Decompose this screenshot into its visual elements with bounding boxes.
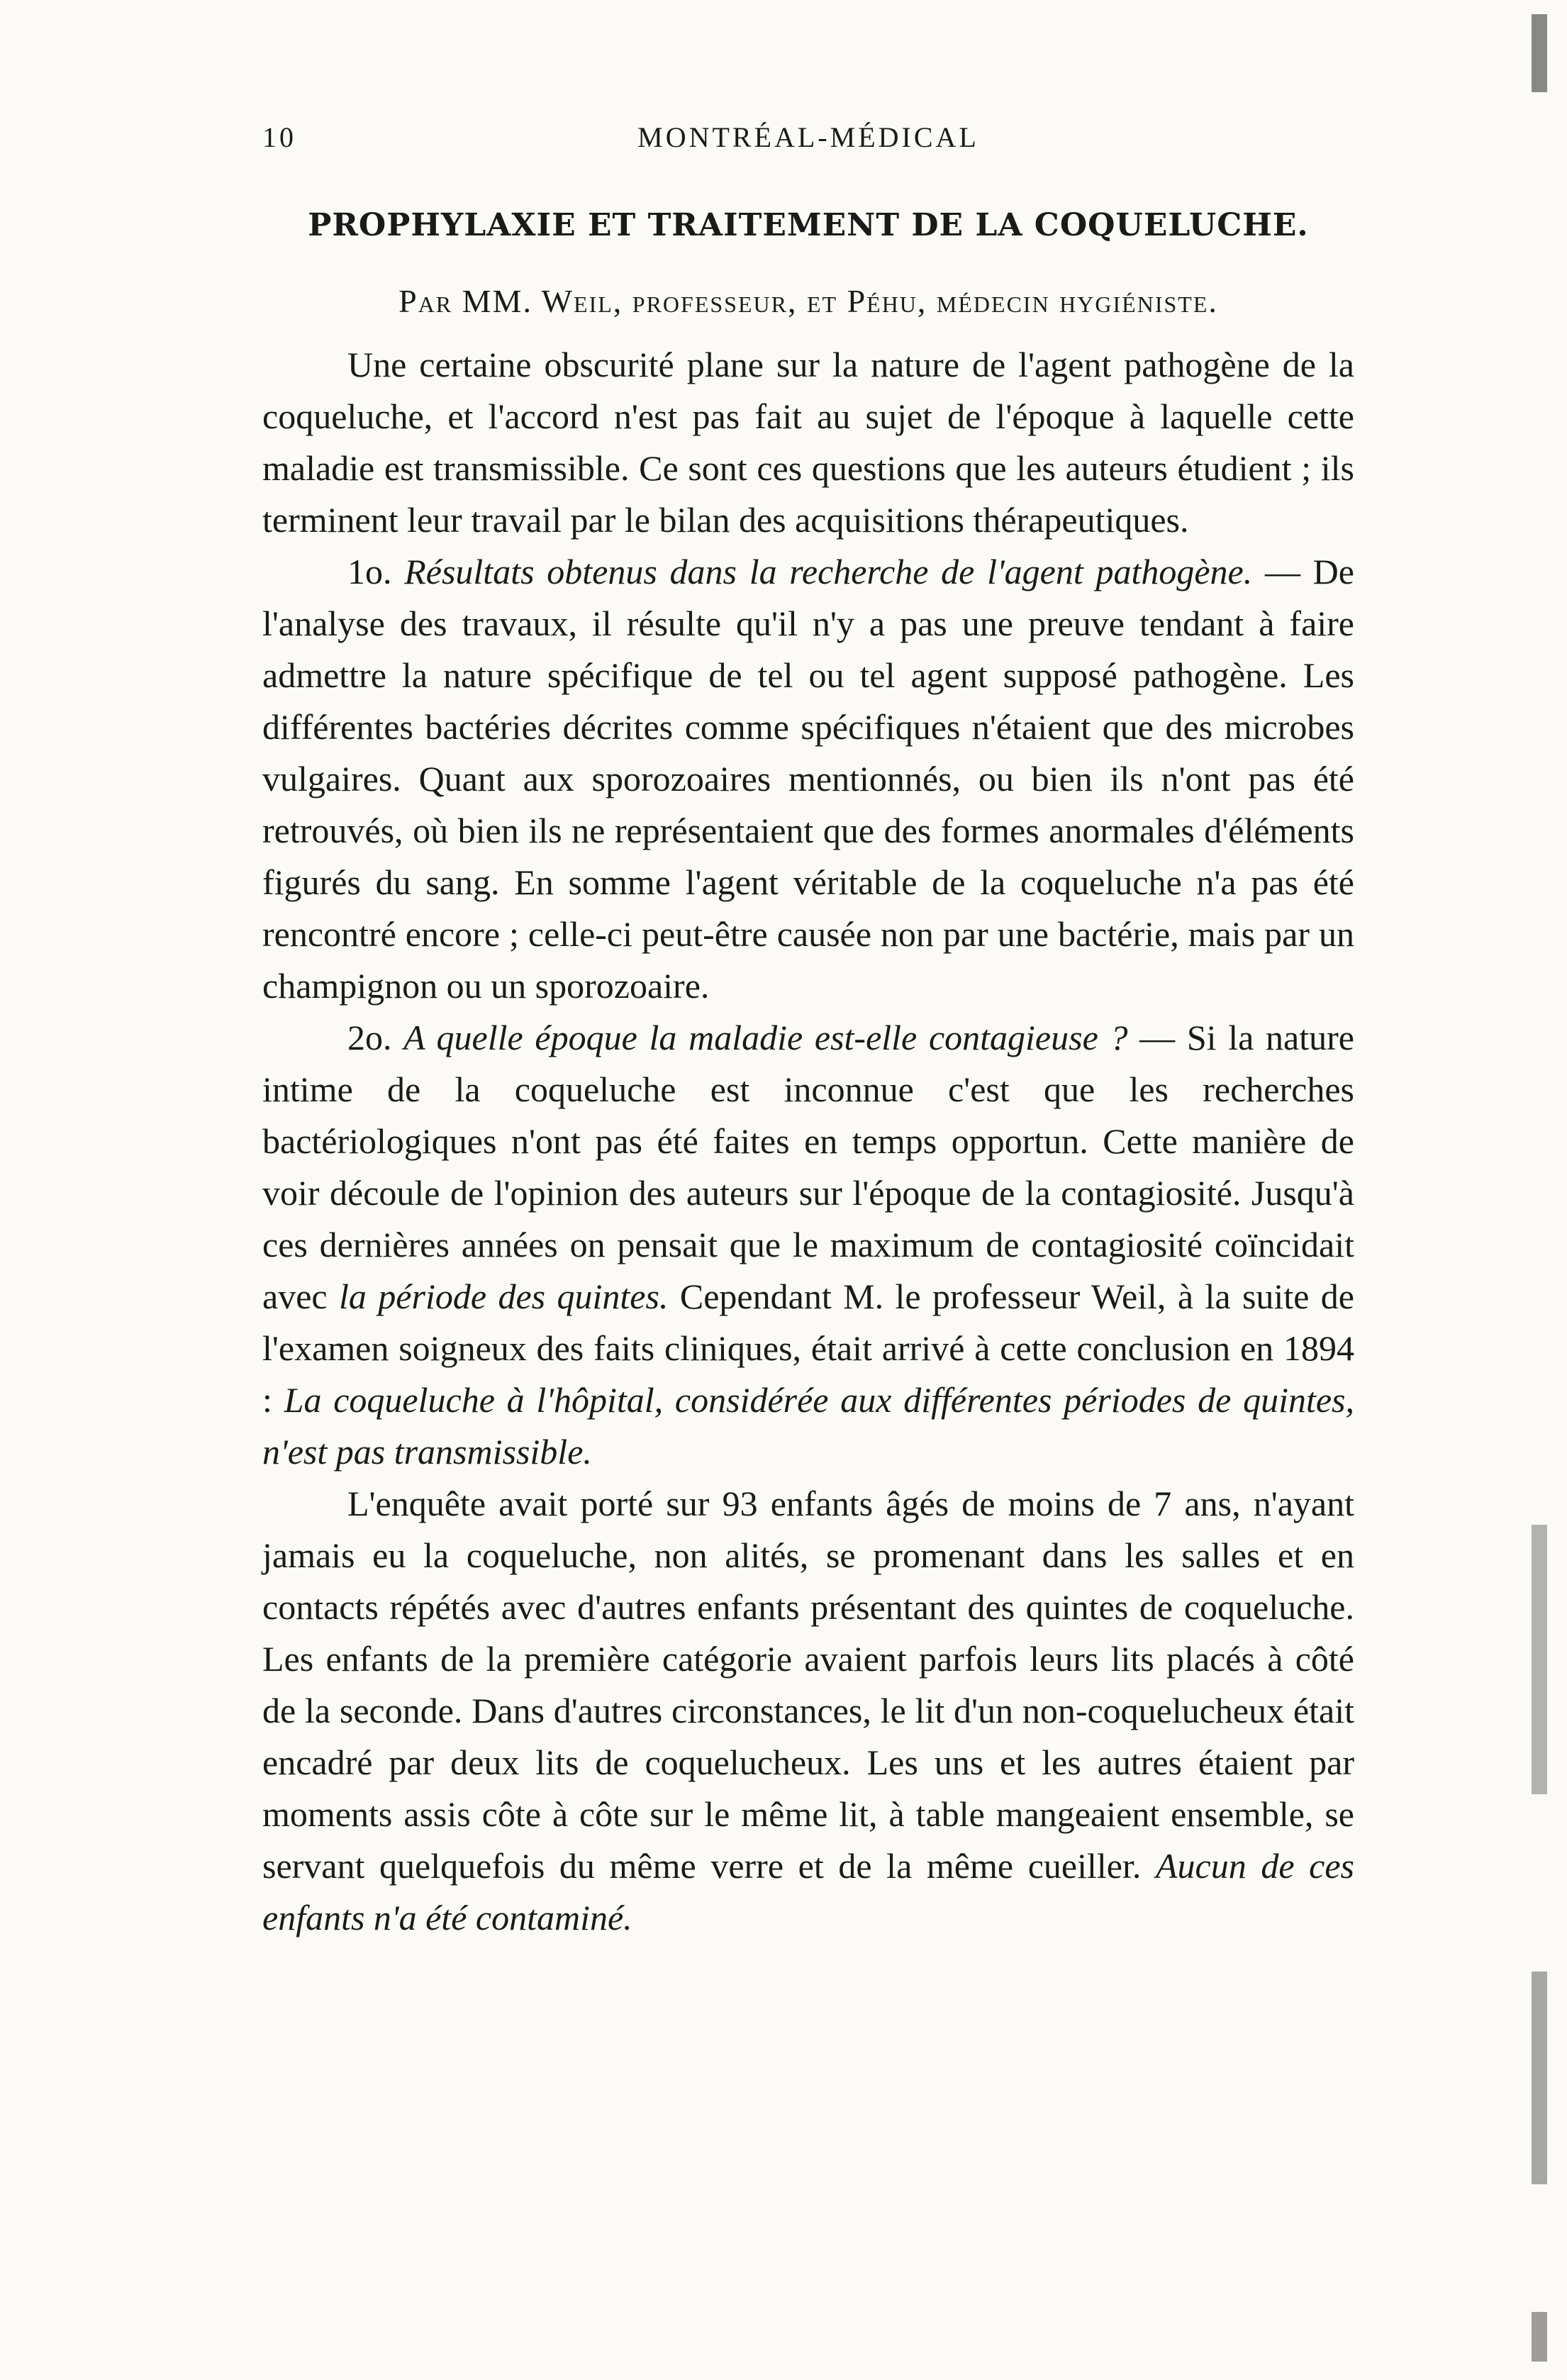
section-1-text: — De l'analyse des travaux, il résulte qu'il n'y a pas une preuve tendant à faire admettre la nature spécifique de tel ou tel agent supposé pathogène. Les différentes bactéries décrites comme spécifiques n'étaient que des microbes vulgaires. Quant aux sporozoaires mentionnés, ou bien ils n'ont pas été retrouvés, où bien ils ne représentaient que des formes anormales d'éléments figurés du sang. En somme l'agent véritable de la coqueluche n'a pas été rencontré encore ; celle-ci peut-être causée non par une bactérie, mais par un champignon ou un sporozoaire. <box>262 552 1354 1006</box>
section-1-heading: Résultats obtenus dans la recherche de l'agent pathogène. <box>404 552 1253 591</box>
section-1-number: 1o. <box>347 552 392 591</box>
enquete-text: L'enquête avait porté sur 93 enfants âgés de moins de 7 ans, n'ayant jamais eu la coqueluche, non alités, se promenant dans les salles et en contacts répétés avec d'autres enfants présentant des quintes de coqueluche. Les enfants de la première catégorie avaient parfois leurs lits placés à côté de la seconde. Dans d'autres circonstances, le lit d'un non-coquelucheux était encadré par deux lits de coquelucheux. Les uns et les autres étaient par moments assis côte à côte sur le même lit, à table mangeaient ensemble, se servant quelquefois du même verre et de la même cueiller. <box>262 1484 1354 1886</box>
journal-title: MONTRÉAL-MÉDICAL <box>637 121 979 153</box>
section-2-italic-d: La coqueluche à l'hôpital, considérée aux différentes périodes de quintes, n'est pas transmissible. <box>262 1380 1354 1472</box>
section-2-text-c: Cependant M. le professeur Weil, à la suite de l'examen soigneux des faits cliniques, était arrivé à cette conclusion en 1894 : <box>262 1277 1355 1420</box>
article-byline: Par MM. Weil, professeur, et Péhu, médecin hygiéniste. <box>398 283 1218 319</box>
scan-smudge <box>1532 1972 1547 2184</box>
section-2-heading: A quelle époque la maladie est-elle contagieuse ? <box>403 1018 1128 1057</box>
scan-smudge <box>1532 1525 1547 1794</box>
section-2-text-a: — Si la nature intime de la coqueluche est inconnue c'est que les recherches bactériologiques n'ont pas été faites en temps opportun. Cette manière de voir découle de l'opinion des auteurs sur l'époque de la contagiosité. Jusqu'à ces dernières années on pensait que le maximum de contagiosité coïncidait avec <box>262 1018 1354 1316</box>
paragraph-section-1 <box>262 546 1354 1012</box>
scan-smudge <box>1532 2312 1547 2362</box>
paragraph-enquete <box>262 1478 1354 1944</box>
scan-smudge <box>1532 14 1547 92</box>
scan-margin-artifacts <box>1510 0 1567 2380</box>
section-2-italic-b: la période des quintes. <box>339 1277 669 1316</box>
article-body <box>262 339 1354 1944</box>
paragraph-intro <box>262 339 1354 546</box>
paragraph-section-2 <box>262 1012 1354 1478</box>
page-number: 10 <box>262 121 296 153</box>
paragraph-intro-text: Une certaine obscurité plane sur la nature de l'agent pathogène de la coqueluche, et l'accord n'est pas fait au sujet de l'époque à laquelle cette maladie est transmissible. Ce sont ces questions que les auteurs étudient ; ils terminent leur travail par le bilan des acquisitions thérapeutiques. <box>262 345 1354 540</box>
enquete-conclusion: Aucun de ces enfants n'a été contaminé. <box>262 1846 1355 1937</box>
running-head <box>262 121 1354 170</box>
article-title: PROPHYLAXIE ET TRAITEMENT DE LA COQUELUCHE. <box>308 207 1309 243</box>
section-2-number: 2o. <box>347 1018 392 1057</box>
